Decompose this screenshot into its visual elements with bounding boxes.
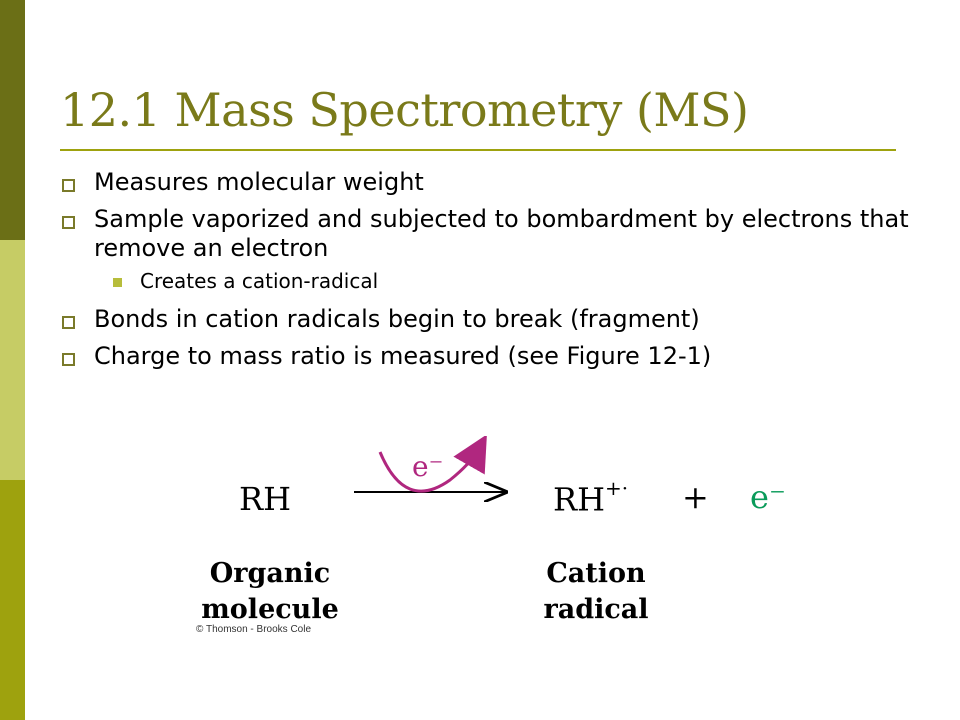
page-title: 12.1 Mass Spectrometry (MS) <box>60 83 749 137</box>
plus-sign: + <box>682 478 709 516</box>
label-line: molecule <box>201 594 339 625</box>
sub-bullet-text: Creates a cation-radical <box>140 269 379 293</box>
square-bullet-icon <box>62 353 75 366</box>
arrow-electron-label: e⁻ <box>412 450 444 483</box>
label-line: Organic <box>209 558 331 589</box>
slide-sidebar <box>0 0 25 720</box>
sub-bullet-item <box>60 269 920 294</box>
square-bullet-icon <box>62 216 75 229</box>
reactant-formula: RH <box>239 480 291 518</box>
product-formula: RH+· <box>553 476 629 519</box>
bullet-text: Measures molecular weight <box>94 168 424 196</box>
bullet-text: Bonds in cation radicals begin to break (fragment) <box>94 305 700 333</box>
bullet-text: Sample vaporized and subjected to bombardment by electrons that remove an electron <box>94 205 909 262</box>
radical-cation-charge: +· <box>605 476 629 500</box>
ionization-figure <box>180 436 820 646</box>
sidebar-segment-bottom <box>0 480 25 720</box>
organic-molecule-label <box>180 556 360 628</box>
bullet-item <box>60 168 920 197</box>
sidebar-segment-middle <box>0 240 25 480</box>
square-bullet-icon <box>62 316 75 329</box>
bullet-item <box>60 205 920 263</box>
square-bullet-icon <box>62 179 75 192</box>
bullet-item <box>60 342 920 371</box>
title-divider <box>60 149 896 151</box>
released-electron: e⁻ <box>750 478 786 516</box>
label-line: radical <box>543 594 649 625</box>
cation-radical-label <box>516 556 676 628</box>
bullet-list <box>60 168 920 379</box>
filled-square-bullet-icon <box>113 278 122 287</box>
label-line: Cation <box>546 558 646 589</box>
sidebar-segment-top <box>0 0 25 240</box>
copyright-credit: © Thomson - Brooks Cole <box>196 624 312 635</box>
bullet-text: Charge to mass ratio is measured (see Figure 12-1) <box>94 342 712 370</box>
bullet-item <box>60 305 920 334</box>
